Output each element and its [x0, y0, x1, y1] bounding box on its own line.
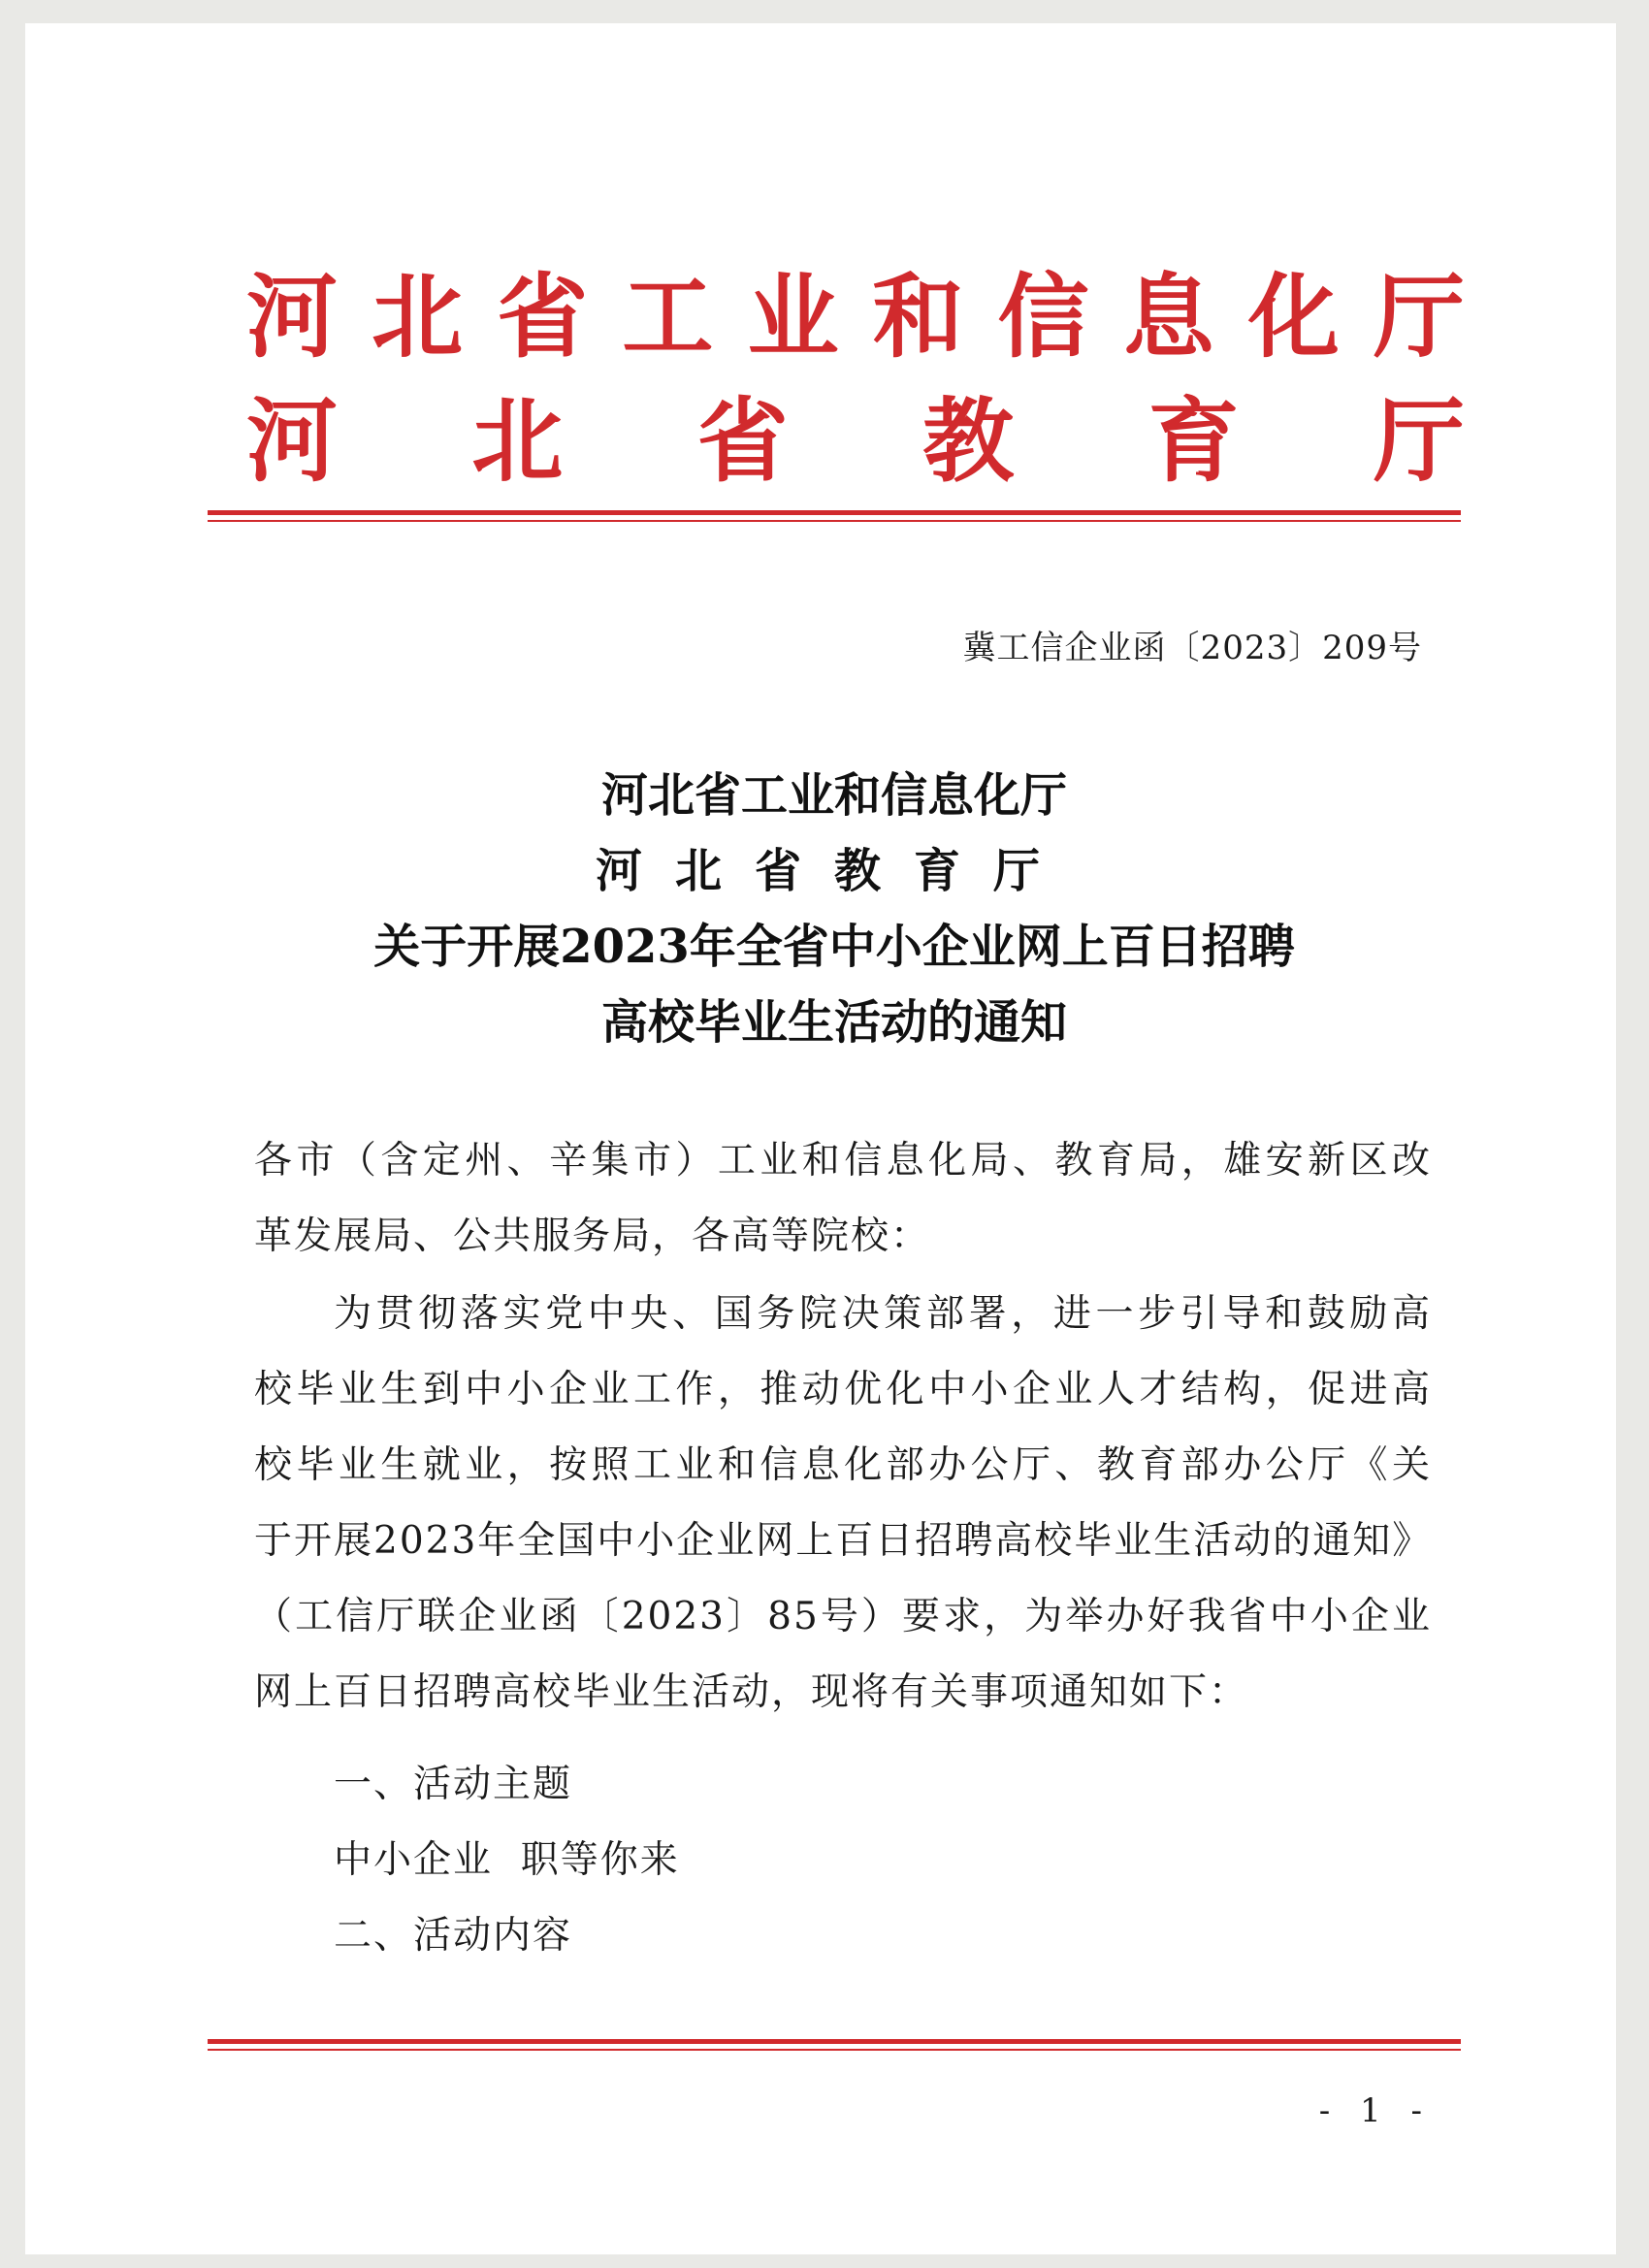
section-1-content: 中小企业 职等你来	[334, 1838, 680, 1882]
paragraph-line-2: 校毕业生到中小企业工作，推动优化中小企业人才结构，促进高	[254, 1368, 1432, 1411]
addressee-line-1: 各市（含定州、辛集市）工业和信息化局、教育局，雄安新区改	[254, 1139, 1432, 1183]
paragraph-line-1: 为贯彻落实党中央、国务院决策部署，进一步引导和鼓励高	[334, 1292, 1432, 1336]
title-line-2: 河北省教育厅	[595, 844, 1073, 898]
document-page	[25, 23, 1616, 2254]
footer-red-rule	[208, 2039, 1461, 2044]
header-red-rule	[208, 510, 1461, 515]
addressee-line-2: 革发展局、公共服务局，各高等院校：	[254, 1215, 931, 1258]
paragraph-line-4: 于开展2023年全国中小企业网上百日招聘高校毕业生活动的通知》	[254, 1519, 1433, 1563]
paragraph-line-6: 网上百日招聘高校毕业生活动，现将有关事项通知如下：	[254, 1670, 1249, 1714]
issuing-org-line-2: 河北省教育厅	[246, 388, 1469, 495]
title-line-4: 高校毕业生活动的通知	[600, 995, 1067, 1050]
issuing-org-line-1: 河北省工业和信息化厅	[246, 264, 1469, 371]
paragraph-line-5: （工信厅联企业函〔2023〕85号）要求，为举办好我省中小企业	[254, 1595, 1432, 1638]
section-2-heading: 二、活动内容	[334, 1914, 573, 1958]
page-number: - 1 -	[1318, 2091, 1432, 2130]
title-line-1: 河北省工业和信息化厅	[600, 768, 1067, 823]
section-1-heading: 一、活动主题	[334, 1763, 573, 1806]
footer-red-rule-thin	[208, 2049, 1461, 2051]
document-number: 冀工信企业函〔2023〕209号	[962, 629, 1422, 667]
title-line-3: 关于开展2023年全省中小企业网上百日招聘	[373, 920, 1295, 974]
paragraph-line-3: 校毕业生就业，按照工业和信息化部办公厅、教育部办公厅《关	[254, 1443, 1432, 1487]
header-red-rule-thin	[208, 520, 1461, 522]
